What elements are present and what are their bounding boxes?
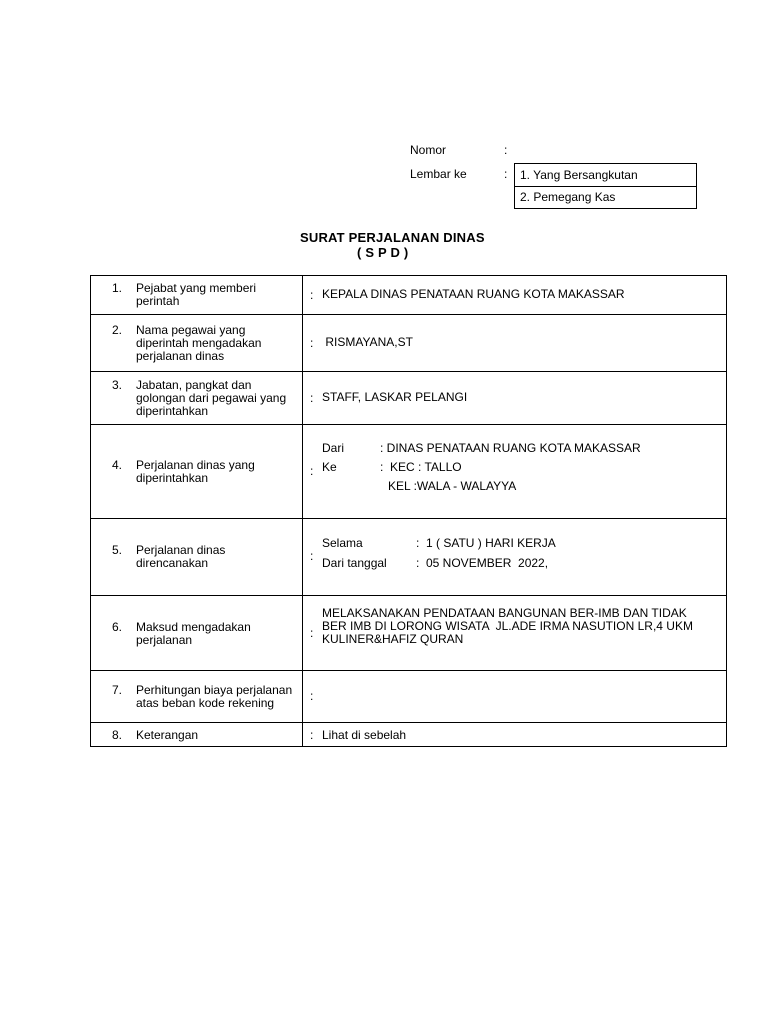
row-label: diperintahkan	[136, 471, 209, 485]
row-label: Perhitungan biaya perjalanan	[136, 683, 293, 697]
lembar-option-1: 1. Yang Bersangkutan	[520, 168, 638, 182]
row-number: 2.	[112, 323, 123, 337]
row-label: perjalanan	[136, 633, 193, 647]
row-value: MELAKSANAKAN PENDATAAN BANGUNAN BER-IMB DAN TIDAK	[322, 606, 687, 620]
row-number: 1.	[112, 281, 123, 295]
row-number: 8.	[112, 728, 123, 742]
nomor-colon: :	[504, 143, 508, 157]
row-colon: :	[310, 464, 314, 478]
row-colon: :	[310, 626, 314, 640]
lembar-colon: :	[504, 167, 508, 181]
row-label: perintah	[136, 294, 180, 308]
row-colon: :	[310, 391, 314, 405]
row-label: Jabatan, pangkat dan	[136, 378, 252, 392]
row-label: diperintah mengadakan	[136, 336, 262, 350]
row-label: Perjalanan dinas yang	[136, 458, 255, 472]
row-label: diperintahkan	[136, 404, 209, 418]
ke-value: : KEC : TALLO	[380, 460, 462, 474]
ke-label: Ke	[322, 460, 337, 474]
dari-value: : DINAS PENATAAN RUANG KOTA MAKASSAR	[380, 441, 641, 455]
spd-table	[90, 275, 727, 747]
row-label: Keterangan	[136, 728, 199, 742]
row-value: STAFF, LASKAR PELANGI	[322, 390, 468, 404]
row-label: perjalanan dinas	[136, 349, 225, 363]
row-number: 5.	[112, 543, 123, 557]
row-colon: :	[310, 728, 314, 742]
row-label: Perjalanan dinas	[136, 543, 226, 557]
ke-value-kelurahan: KEL :WALA - WALAYYA	[388, 479, 517, 493]
row-number: 6.	[112, 620, 123, 634]
dari-label: Dari	[322, 441, 345, 455]
row-colon: :	[310, 549, 314, 563]
row-label: direncanakan	[136, 556, 209, 570]
row-label: Maksud mengadakan	[136, 620, 251, 634]
row-label: Pejabat yang memberi	[136, 281, 257, 295]
row-label: golongan dari pegawai yang	[136, 391, 287, 405]
row-number: 3.	[112, 378, 123, 392]
row-value: Lihat di sebelah	[322, 728, 407, 742]
lembar-box	[514, 163, 697, 209]
row-colon: :	[310, 689, 314, 703]
row-label: Nama pegawai yang	[136, 323, 246, 337]
tanggal-label: Dari tanggal	[322, 556, 387, 570]
document-subtitle: ( S P D )	[357, 245, 409, 260]
nomor-label: Nomor	[410, 143, 447, 157]
row-value: RISMAYANA,ST	[322, 335, 413, 349]
row-value: KEPALA DINAS PENATAAN RUANG KOTA MAKASSAR	[322, 287, 625, 301]
row-colon: :	[310, 336, 314, 350]
selama-value: : 1 ( SATU ) HARI KERJA	[416, 536, 556, 550]
lembar-label: Lembar ke	[410, 167, 467, 181]
row-colon: :	[310, 288, 314, 302]
lembar-option-2: 2. Pemegang Kas	[520, 190, 616, 204]
row-label: atas beban kode rekening	[136, 696, 275, 710]
row-value: BER IMB DI LORONG WISATA JL.ADE IRMA NASUTION LR,4 UKM	[322, 619, 693, 633]
tanggal-value: : 05 NOVEMBER 2022,	[416, 556, 549, 570]
selama-label: Selama	[322, 536, 363, 550]
document-title: SURAT PERJALANAN DINAS	[300, 230, 485, 245]
row-value: KULINER&HAFIZ QURAN	[322, 632, 464, 646]
row-number: 4.	[112, 458, 123, 472]
row-number: 7.	[112, 683, 123, 697]
